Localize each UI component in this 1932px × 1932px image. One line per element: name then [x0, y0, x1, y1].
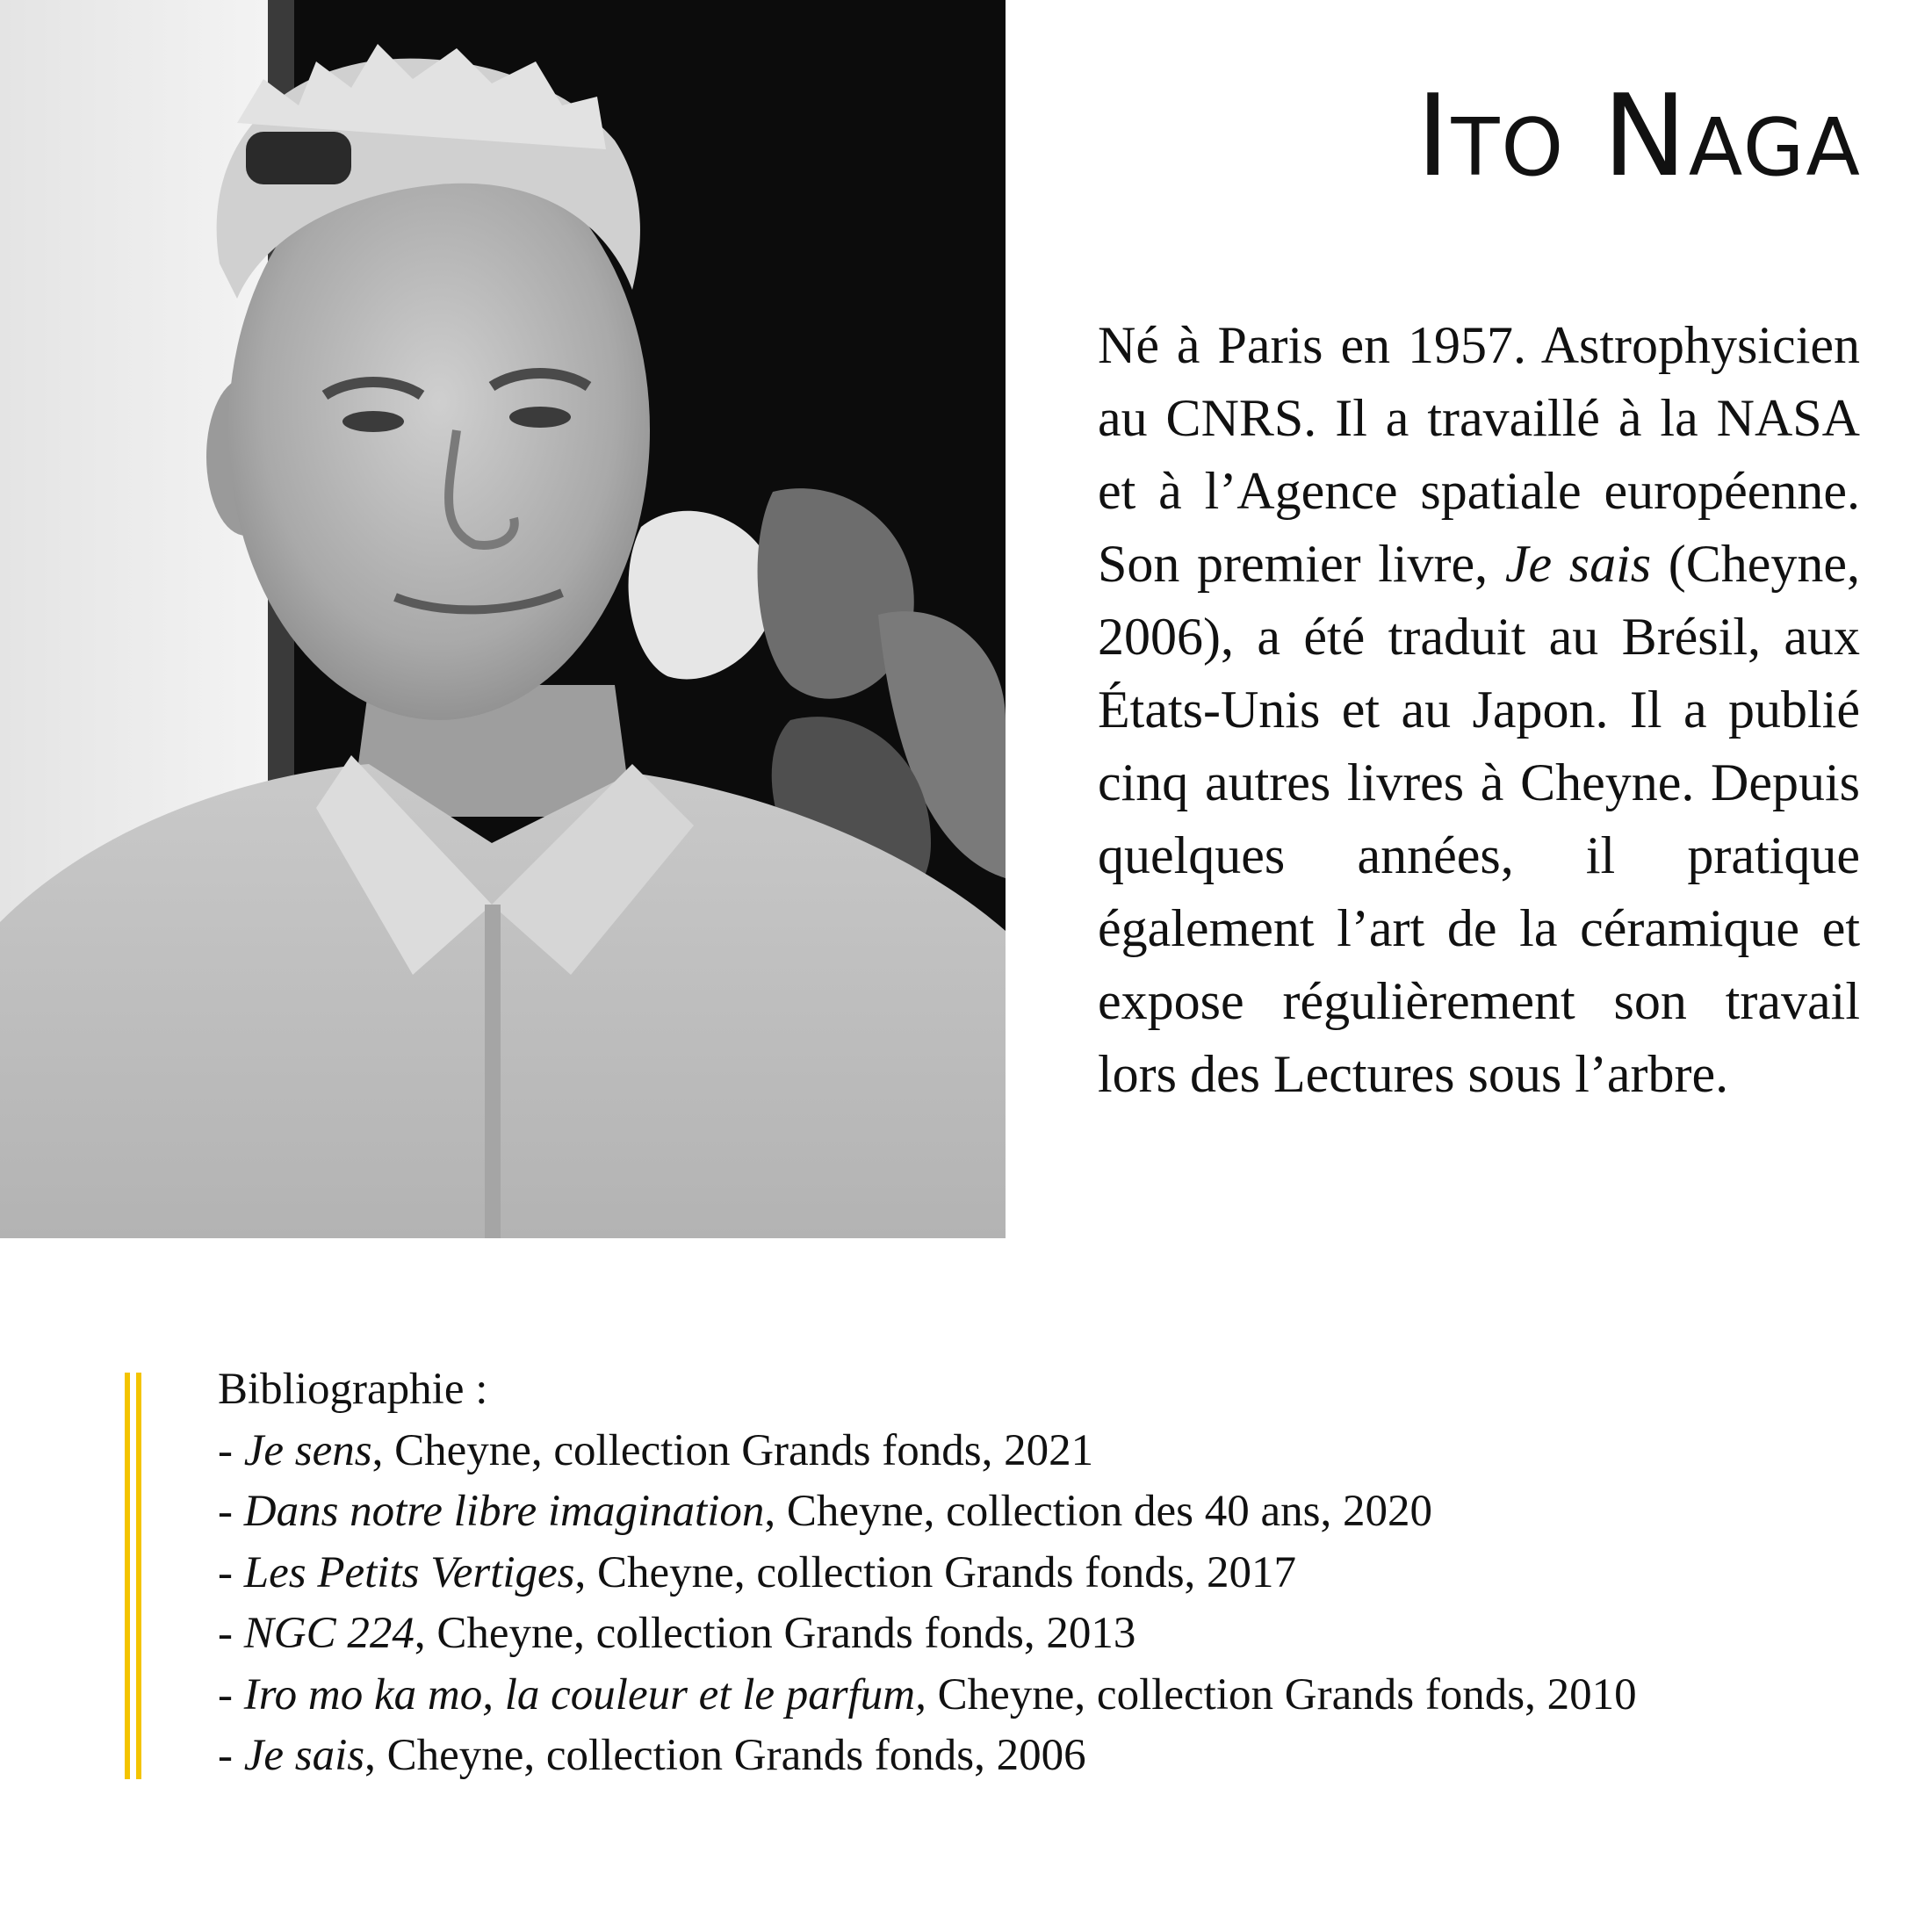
- bibliography-item-rest: , Cheyne, collection Grands fonds, 2017: [574, 1547, 1297, 1597]
- bibliography-heading: Bibliographie :: [218, 1365, 488, 1414]
- bibliography-item-title: - NGC 224: [218, 1609, 415, 1658]
- bibliography-item-rest: , Cheyne, collection Grands fonds, 2006: [364, 1731, 1086, 1780]
- bibliography-item-title: - Dans notre libre imagination: [218, 1487, 765, 1536]
- bibliography-item: [218, 1726, 1886, 1787]
- bibliography-item: [218, 1543, 1886, 1604]
- bibliography-item-rest: Cheyne, collection Grands fonds, 2010: [926, 1669, 1637, 1719]
- bibliography-item-rest: , Cheyne, collection des 40 ans, 2020: [764, 1487, 1432, 1536]
- bio-book-title: Je sais: [1504, 535, 1652, 593]
- bio-text-part1: Né à Paris en 1957. Astrophysicien au CNRS. Il a travaillé à la NASA et à l’Agence spatiale européenne. Son premier livre,: [1098, 316, 1860, 593]
- bibliography-item-rest: , Cheyne, collection Grands fonds, 2021: [371, 1425, 1094, 1475]
- author-portrait-photo: [0, 0, 1006, 1238]
- portrait-illustration: [0, 0, 1006, 1238]
- bibliography-item-title: - Je sais: [218, 1731, 365, 1780]
- bibliography-accent-bar-left: [125, 1373, 130, 1779]
- bibliography-item: [218, 1481, 1886, 1543]
- bibliography-item: [218, 1665, 1886, 1727]
- author-biography: [1098, 309, 1860, 1111]
- bibliography-item-rest: , Cheyne, collection Grands fonds, 2013: [414, 1609, 1136, 1658]
- bibliography-item-title: - Je sens: [218, 1425, 372, 1475]
- bibliography-accent-bar-right: [136, 1373, 141, 1779]
- bibliography-item: [218, 1604, 1886, 1665]
- bibliography-section: [218, 1359, 1886, 1787]
- bibliography-item: [218, 1421, 1886, 1482]
- bibliography-item-title: - Les Petits Vertiges: [218, 1547, 575, 1597]
- author-name-heading: Ito Naga: [1416, 71, 1862, 202]
- bio-text-part2: (Cheyne, 2006), a été traduit au Brésil, aux États-Unis et au Japon. Il a publié cinq autres livres à Cheyne. Depuis quelques années, il pratique également l’art de la céramique et expose régulièrement son travail lors des Lectures sous l’arbre.: [1098, 535, 1860, 1103]
- bibliography-item-title: - Iro mo ka mo, la couleur et le parfum,: [218, 1669, 926, 1719]
